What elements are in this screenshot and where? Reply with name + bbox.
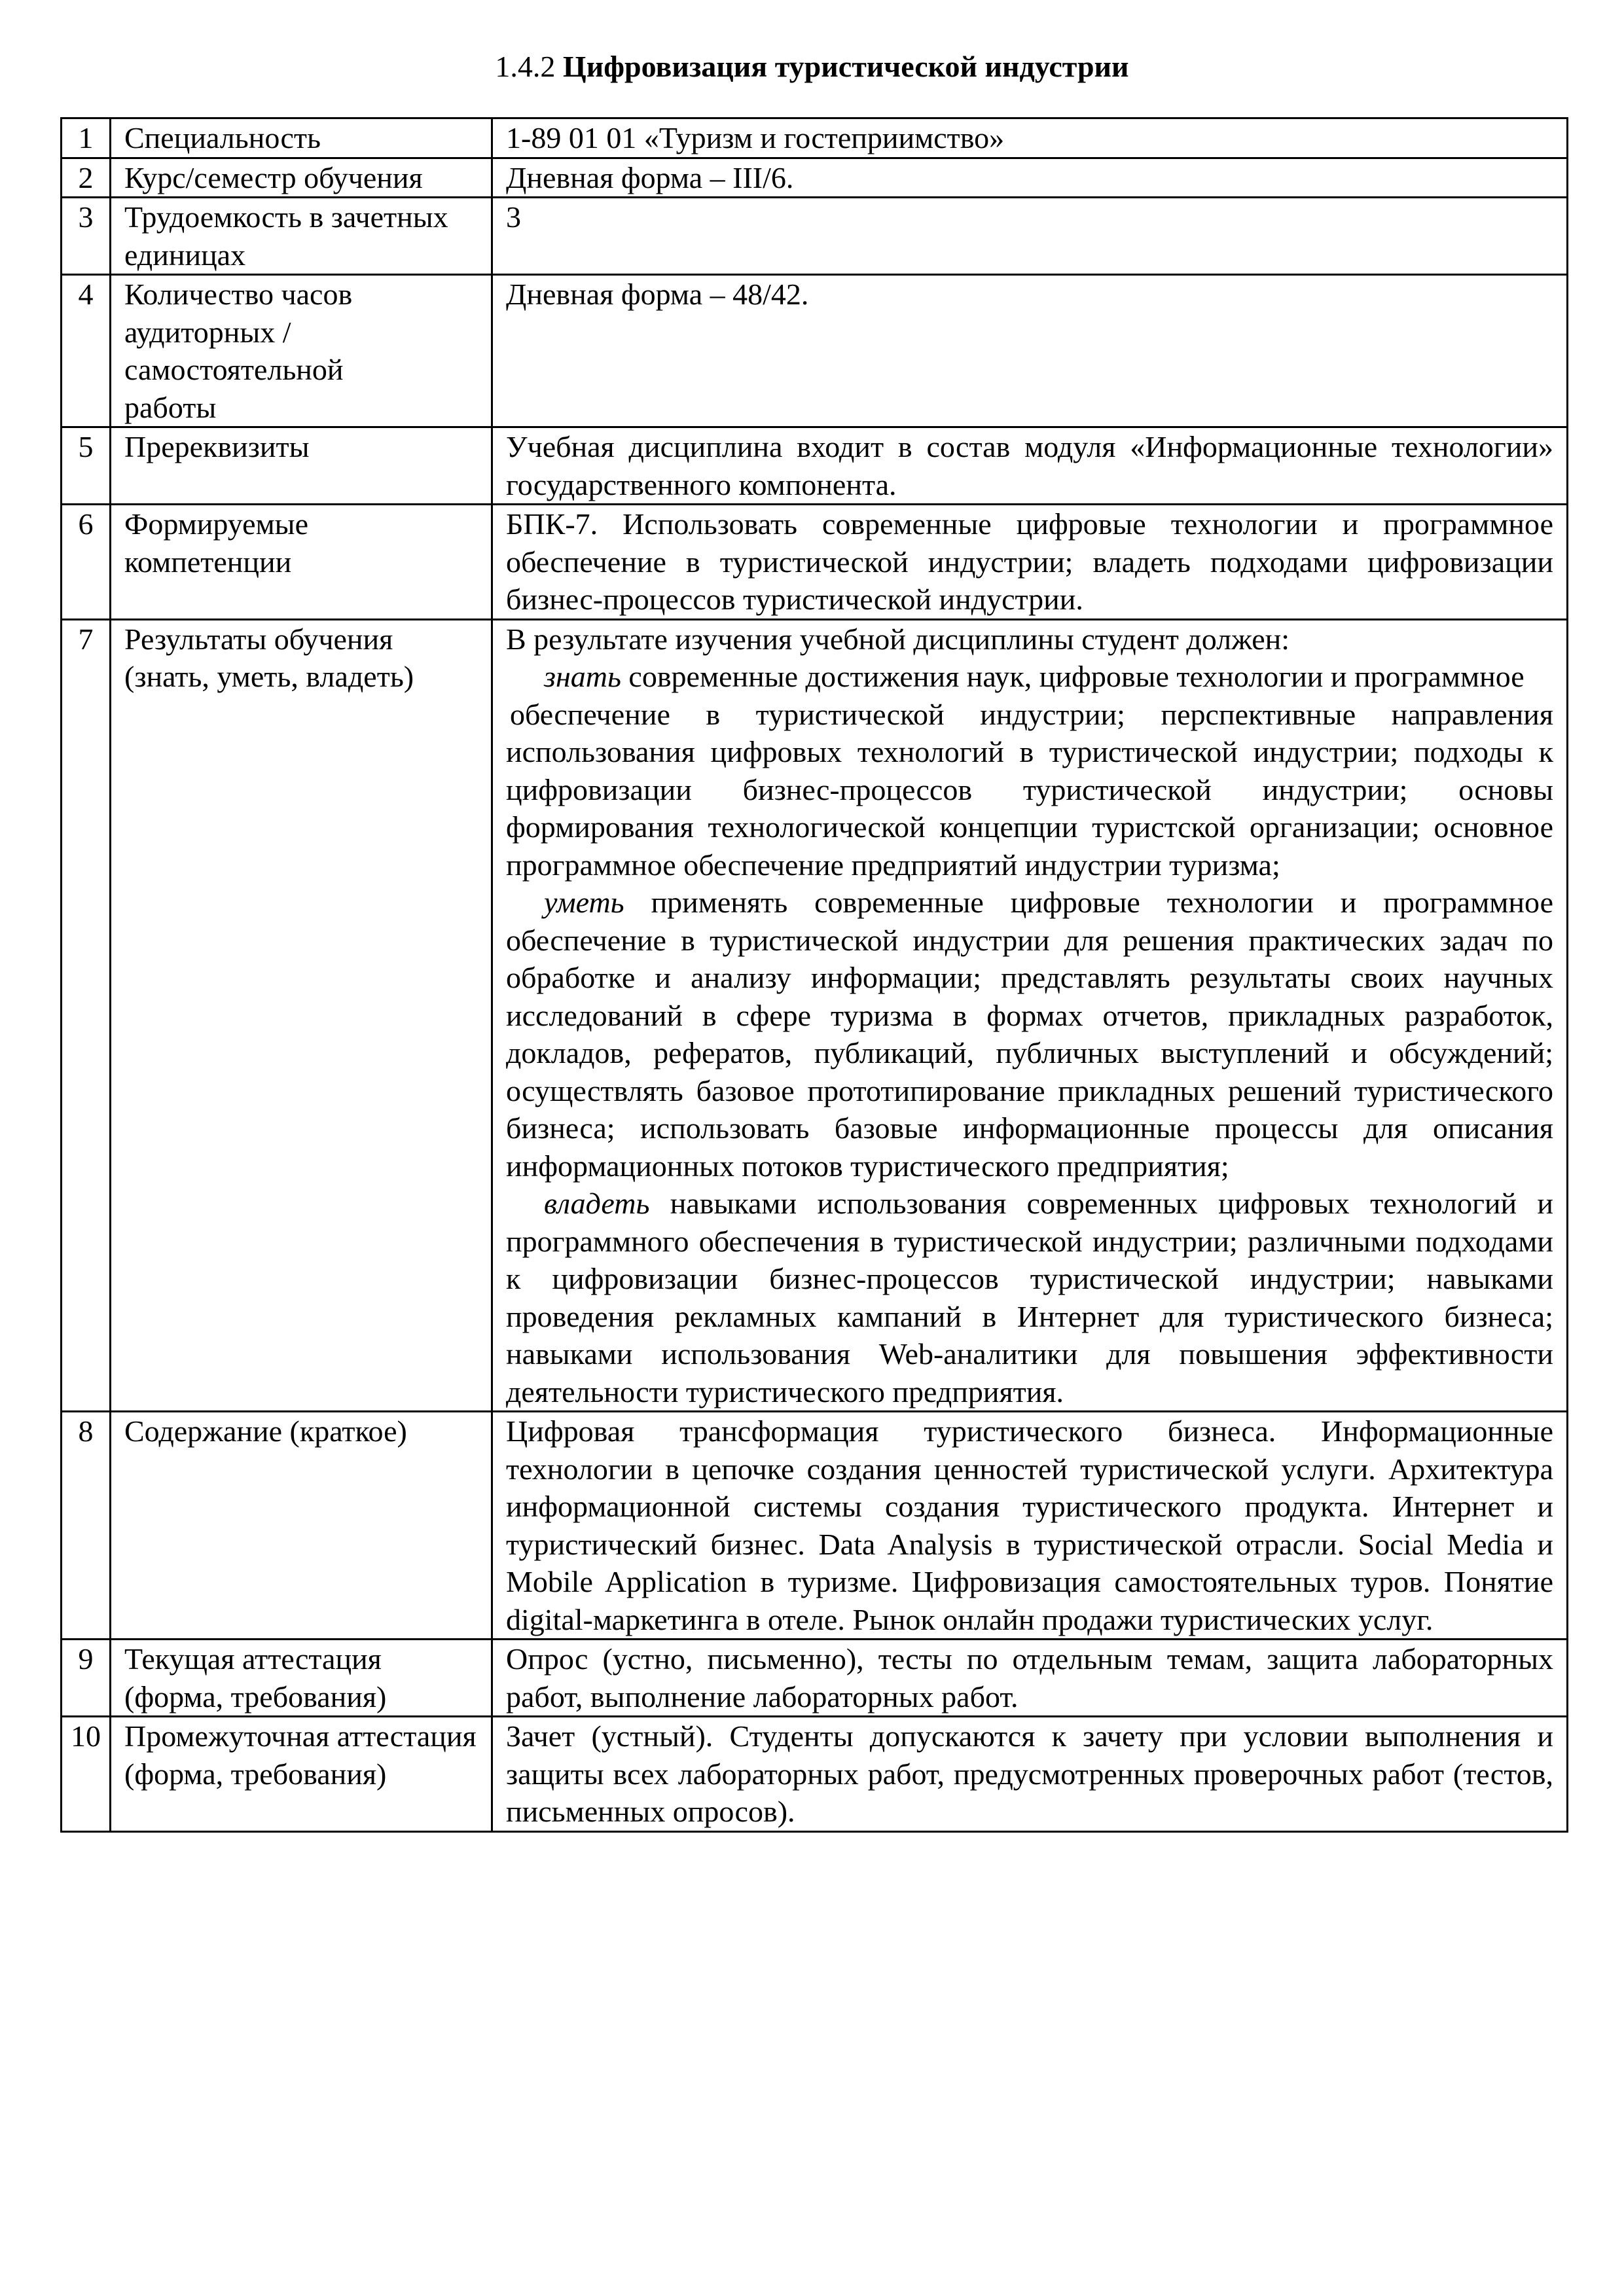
row-label: Курс/семестр обучения [111, 158, 492, 198]
row-value: Цифровая трансформация туристического бизнеса. Информационные технологии в цепочке создания ценностей туристической услуги. Архитектура информационной системы создания туристического продукта. Интернет и туристический бизнес. Data Analysis в туристической отрасли. Social Media и Mobile Application в туризме. Цифровизация самостоятельных туров. Понятие digital-маркетинга в отеле. Рынок онлайн продажи туристических услуг. [492, 1412, 1568, 1640]
table-row [62, 619, 1568, 1412]
table-row [62, 198, 1568, 275]
row-number: 2 [62, 158, 111, 198]
outcome-know-first: современные достижения наук, цифровые технологии и программное [628, 660, 1525, 693]
row-number: 8 [62, 1412, 111, 1640]
row-label: Трудоемкость в зачетных единицах [111, 198, 492, 275]
section-title: Цифровизация туристической индустрии [562, 50, 1129, 83]
row-value: БПК-7. Использовать современные цифровые технологии и программное обеспечение в туристической индустрии; владеть подходами цифровизации бизнес-процессов туристической индустрии. [492, 505, 1568, 620]
row-number: 6 [62, 505, 111, 620]
outcome-know-rest: обеспечение в туристической индустрии; перспективные направления использования цифровых технологий в туристической индустрии; подходы к цифровизации бизнес-процессов туристической индустрии; основы формирования технологической концепции туристской организации; основное программное обеспечение предприятий индустрии туризма; [506, 697, 1553, 882]
row-value: Учебная дисциплина входит в состав модуля «Информационные технологии» государственного компонента. [492, 427, 1568, 505]
outcome-own-term: владеть [544, 1187, 650, 1220]
table-row [62, 275, 1568, 427]
page-title [0, 47, 1624, 86]
outcome-can-text: применять современные цифровые технологии и программное обеспечение в туристической индустрии для решения практических задач по обработке и анализу информации; представлять результаты своих научных исследований в сфере туризма в формах отчетов, прикладных разработок, докладов, рефератов, публикаций, публичных выступлений и обсуждений; осуществлять базовое прототипирование прикладных решений туристического бизнеса; использовать базовые информационные процессы для описания информационных потоков туристического предприятия; [506, 886, 1554, 1183]
table-row [62, 427, 1568, 505]
row-number: 10 [62, 1717, 111, 1832]
outcome-know-term: знать [544, 660, 621, 693]
row-value: Опрос (устно, письменно), тесты по отдельным темам, защита лабораторных работ, выполнение лабораторных работ. [492, 1640, 1568, 1717]
table-row [62, 1717, 1568, 1832]
learning-outcomes [492, 619, 1568, 1412]
row-label: Количество часов аудиторных / самостоятельной работы [111, 275, 492, 427]
row-label: Текущая аттестация (форма, требования) [111, 1640, 492, 1717]
row-value: Дневная форма – 48/42. [492, 275, 1568, 427]
section-number: 1.4.2 [495, 50, 556, 83]
row-number: 3 [62, 198, 111, 275]
row-label: Содержание (краткое) [111, 1412, 492, 1640]
row-number: 9 [62, 1640, 111, 1717]
row-value: Дневная форма – III/6. [492, 158, 1568, 198]
row-label: Специальность [111, 118, 492, 158]
outcome-own [506, 1185, 1553, 1410]
syllabus-table [60, 117, 1568, 1833]
outcome-own-text: навыками использования современных цифровых технологий и программного обеспечения в туристической индустрии; различными подходами к цифровизации бизнес-процессов туристической индустрии; навыками проведения рекламных кампаний в Интернет для туристического бизнеса; навыками использования Web-аналитики для повышения эффективности деятельности туристического предприятия. [506, 1187, 1553, 1408]
row-label: Формируемые компетенции [111, 505, 492, 620]
row-value: 3 [492, 198, 1568, 275]
row-number: 5 [62, 427, 111, 505]
table-row [62, 158, 1568, 198]
outcome-can [506, 884, 1553, 1185]
table-row [62, 505, 1568, 620]
row-label: Промежуточная аттестация (форма, требования) [111, 1717, 492, 1832]
outcomes-intro: В результате изучения учебной дисциплины студент должен: [506, 622, 1290, 656]
table-row [62, 1640, 1568, 1717]
row-value: 1-89 01 01 «Туризм и гостеприимство» [492, 118, 1568, 158]
row-number: 1 [62, 118, 111, 158]
row-label: Результаты обучения (знать, уметь, владеть) [111, 619, 492, 1412]
table-row [62, 1412, 1568, 1640]
outcome-can-term: уметь [544, 886, 624, 919]
table-row [62, 118, 1568, 158]
outcome-know [506, 658, 1553, 696]
row-number: 7 [62, 619, 111, 1412]
row-number: 4 [62, 275, 111, 427]
row-label: Пререквизиты [111, 427, 492, 505]
row-value: Зачет (устный). Студенты допускаются к зачету при условии выполнения и защиты всех лабораторных работ, предусмотренных проверочных работ (тестов, письменных опросов). [492, 1717, 1568, 1832]
